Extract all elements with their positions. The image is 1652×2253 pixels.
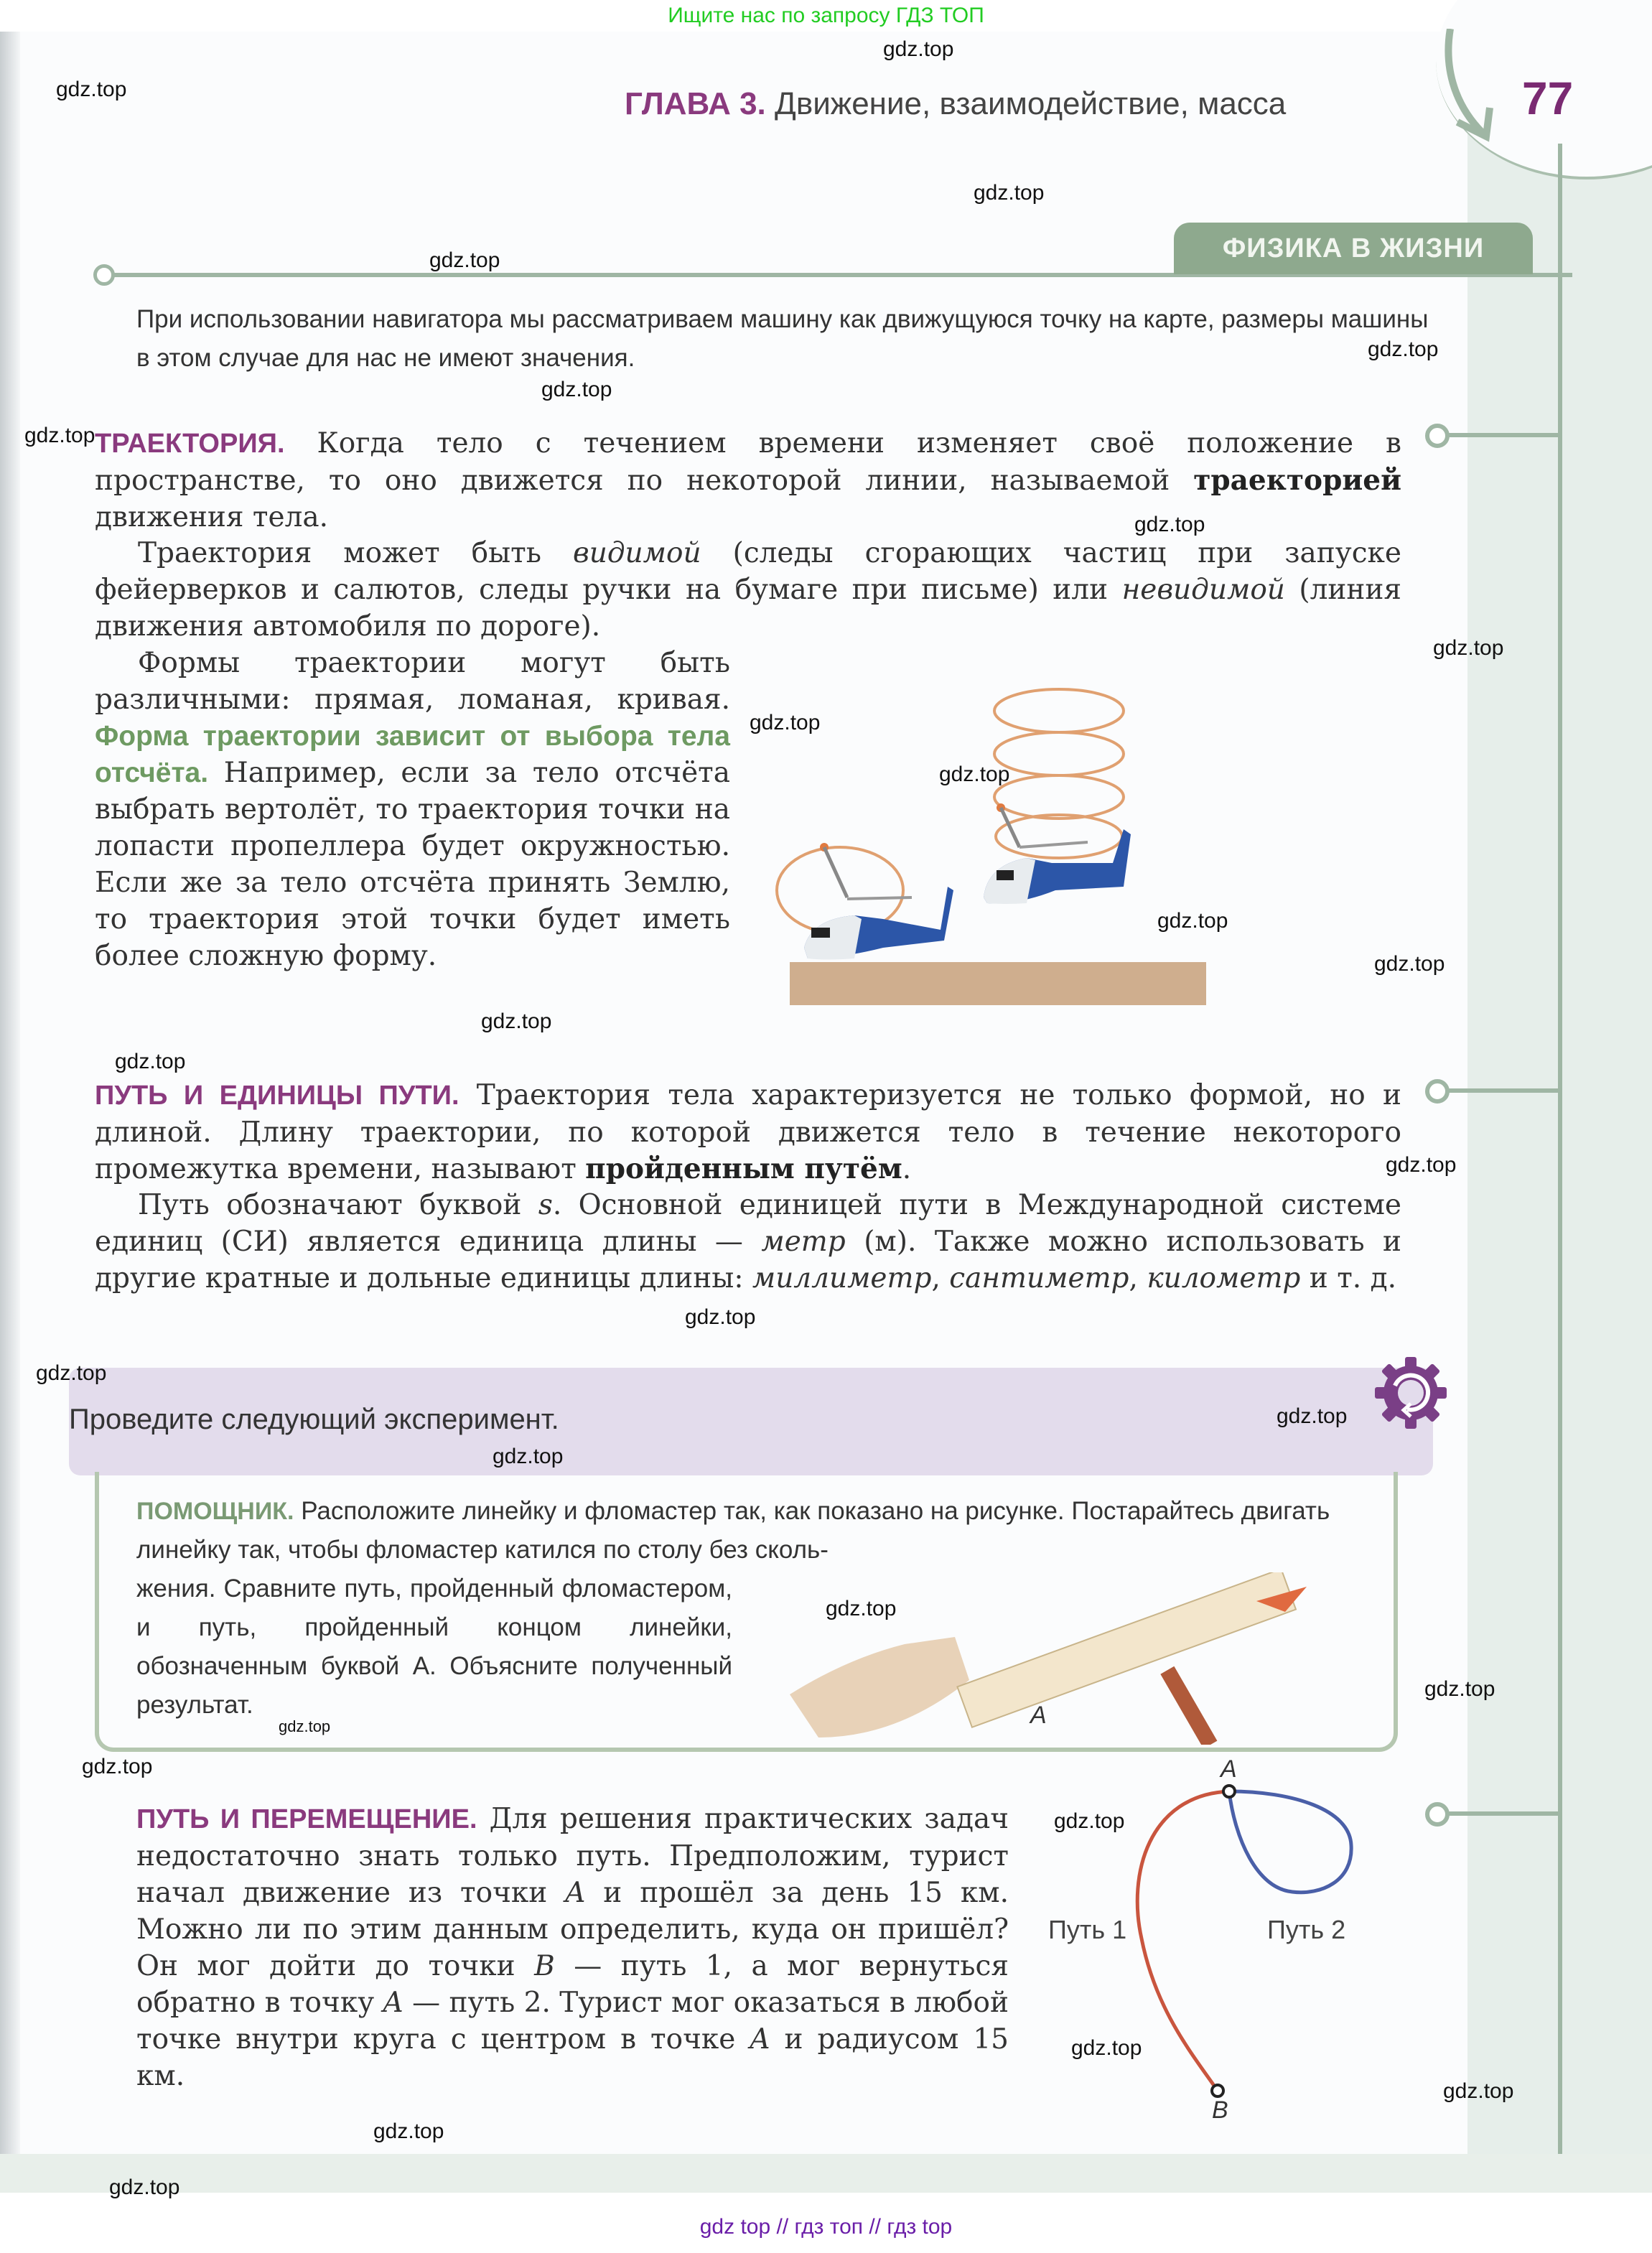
watermark: gdz.top (493, 1445, 564, 1468)
watermark: gdz.top (1054, 1809, 1125, 1833)
chapter-title: Движение, взаимодействие, масса (775, 86, 1287, 121)
chapter-header (625, 86, 1286, 122)
spine-shadow (0, 32, 20, 2193)
watermark: gdz.top (1424, 1677, 1495, 1701)
gear-refresh-icon (1368, 1353, 1454, 1432)
trajectory-paragraph-3: Формы траектории могут быть различными: прямая, ломаная, кривая. Форма траектории зависит от выбора тела отсчёта. Например, если за тело отсчёта выбрать вертолёт, то траектория точки на лопасти пропеллера будет окружностью. Если же за тело отсчёта принять Землю, то траектория этой точки будет иметь более сложную форму. (95, 647, 730, 972)
ring-connector (1449, 1811, 1558, 1816)
ring-connector (1449, 433, 1558, 437)
page-number: 77 (1522, 73, 1574, 124)
bottom-band (0, 2154, 1652, 2193)
ring-marker-icon (93, 264, 115, 286)
path-displacement-paragraph: ПУТЬ И ПЕРЕМЕЩЕНИЕ. Для решения практических задач недостаточно знать только путь. Предположим, турист начал движение из точки A и прошёл за день 15 км. Можно ли по этим данным определить, куда он пришёл? Он мог дойти до точки B — путь 1, а мог вернуться обратно в точку A — путь 2. Турист мог оказаться в любой точке внутри круга с центром в точке A и радиусом 15 км. (136, 1803, 1009, 2092)
top-banner: Ищите нас по запросу ГДЗ ТОП (668, 4, 984, 27)
watermark: gdz.top (109, 2175, 180, 2199)
watermark: gdz.top (36, 1361, 107, 1385)
point-a-label: A (1030, 1702, 1047, 1729)
experiment-prompt: Проведите следующий эксперимент. (69, 1404, 559, 1435)
watermark: gdz.top (279, 1717, 331, 1735)
path-1-label: Путь 1 (1048, 1915, 1127, 1944)
watermark: gdz.top (56, 78, 127, 101)
watermark: gdz.top (429, 248, 500, 272)
watermark: gdz.top (1157, 909, 1228, 933)
section-heading-path-units: ПУТЬ И ЕДИНИЦЫ ПУТИ. (95, 1081, 459, 1111)
watermark: gdz.top (826, 1597, 897, 1620)
watermark: gdz.top (750, 711, 821, 734)
helper-text: ПОМОЩНИК. Расположите линейку и фломастер так, как показано на рисунке. Постарайтесь двигать линейку так, чтобы фломастер катился по столу без сколь- жения. Сравните путь, пройденный фломастером, и путь, пройденный концом линейки, обозначенным буквой А. Объясните полученный результат. (136, 1497, 1330, 1719)
term-distance: пройденным путём (585, 1152, 902, 1185)
point-b-label: B (1212, 2096, 1228, 2124)
watermark: gdz.top (481, 1009, 552, 1033)
path-units-paragraph-2: Путь обозначают буквой s. Основной единицей пути в Международной системе единиц (СИ) является единица длины — метр (м). Также можно использовать и другие кратные и дольные единицы длины: миллиметр, сантиметр, километр и т. д. (95, 1189, 1402, 1295)
watermark: gdz.top (1277, 1404, 1348, 1428)
watermark: gdz.top (82, 1755, 153, 1778)
watermark: gdz.top (1368, 337, 1439, 361)
watermark: gdz.top (1374, 952, 1445, 976)
watermark: gdz.top (1433, 636, 1504, 660)
point-a-marker (1223, 1786, 1235, 1797)
watermark: gdz.top (1386, 1153, 1457, 1177)
ring-connector (1449, 1088, 1558, 1093)
note-text: При использовании навигатора мы рассматриваем машину как движущуюся точку на карте, размеры машины в этом случае для нас не имеют значения. (136, 305, 1429, 372)
ring-marker-icon (1425, 1079, 1450, 1104)
trajectory-paragraph-2: Траектория может быть видимой (следы сгорающих частиц при запуске фейерверков и салютов, следы ручки на бумаге при письме) или невидимой (линия движения автомобиля по дороге). (95, 537, 1401, 643)
path-2-curve (1229, 1791, 1351, 1893)
bottom-watermark: gdz top // гдз топ // гдз top (699, 2215, 953, 2239)
highlight-statement: Форма траектории зависит от выбора тела отсчёта. (95, 721, 730, 788)
watermark: gdz.top (373, 2119, 444, 2143)
path-1-curve (1137, 1791, 1229, 2091)
chapter-label: ГЛАВА 3. (625, 86, 766, 121)
watermark: gdz.top (939, 762, 1010, 786)
point-a-label: A (1221, 1755, 1237, 1783)
watermark: gdz.top (1134, 513, 1205, 536)
watermark: gdz.top (115, 1050, 186, 1073)
point-b-marker (1212, 2085, 1223, 2096)
helicopter-left (777, 843, 953, 960)
note-tab-label: ФИЗИКА В ЖИЗНИ (1174, 223, 1533, 274)
watermark: gdz.top (24, 424, 95, 447)
watermark: gdz.top (974, 181, 1045, 205)
helper-heading: ПОМОЩНИК. (136, 1498, 294, 1525)
margin-vertical-line (1558, 144, 1562, 2190)
watermark: gdz.top (1071, 2036, 1142, 2060)
ring-marker-icon (1425, 424, 1450, 448)
watermark: gdz.top (1443, 2079, 1514, 2103)
watermark: gdz.top (883, 37, 954, 61)
helicopter-trajectory-figure (768, 675, 1400, 1005)
watermark: gdz.top (541, 378, 612, 401)
curved-arrow-icon (1429, 29, 1508, 151)
trajectory-paragraph-1: ТРАЕКТОРИЯ. Когда тело с течением времени изменяет своё положение в пространстве, то оно движется по некоторой линии, называемой траекторией движения тела. (95, 427, 1401, 533)
path-2-label: Путь 2 (1267, 1915, 1346, 1944)
helicopter-right (984, 689, 1131, 904)
watermark: gdz.top (685, 1305, 756, 1329)
term-trajectory: траекторией (1193, 464, 1401, 497)
section-heading-trajectory: ТРАЕКТОРИЯ. (95, 429, 285, 459)
path-units-paragraph-1: ПУТЬ И ЕДИНИЦЫ ПУТИ. Траектория тела характеризуется не только формой, но и длиной. Длину траектории, по которой движется тело в течение некоторого промежутка времени, называют пройденным путём. (95, 1079, 1401, 1185)
section-heading-path-displacement: ПУТЬ И ПЕРЕМЕЩЕНИЕ. (136, 1804, 477, 1834)
